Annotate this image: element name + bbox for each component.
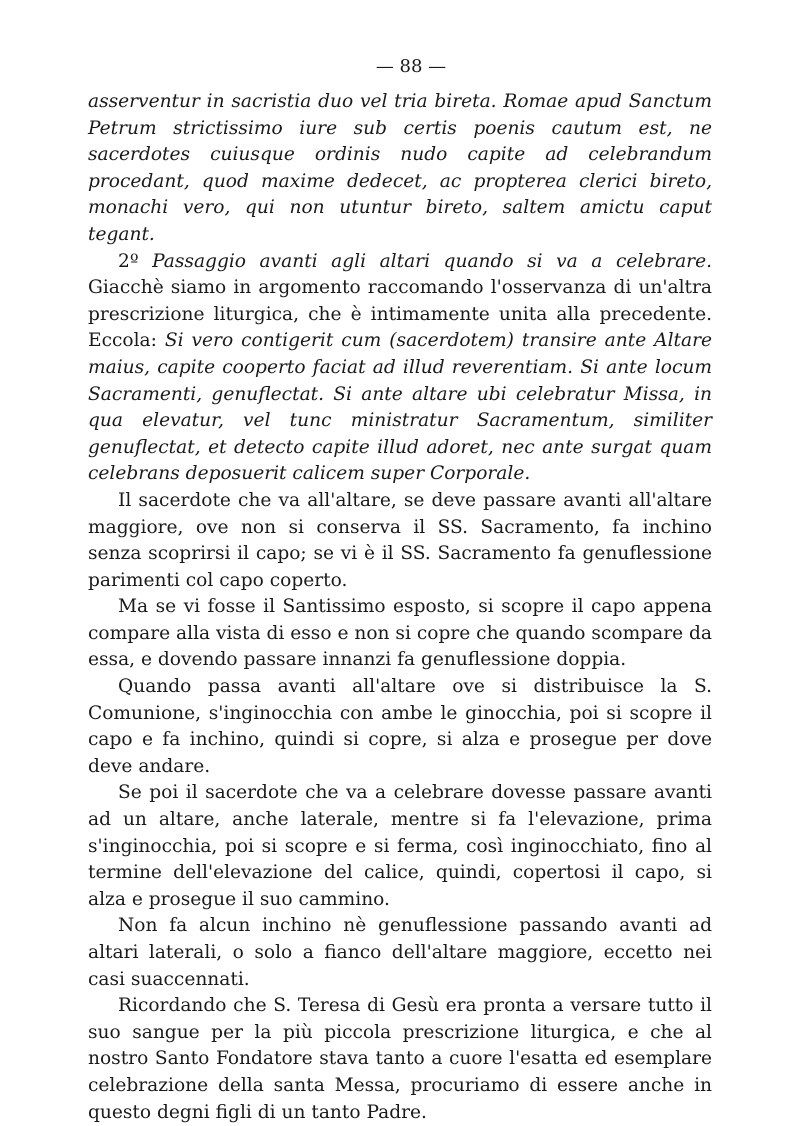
paragraph-altari-laterali: Non fa alcun inchino nè genuflessione passando avanti ad altari laterali, o solo a fianco dell'altare maggiore, eccetto nei casi suaccennati.	[88, 915, 712, 990]
latin-paragraph-continuation: asserventur in sacristia duo vel tria bireta. Romae apud Sanctum Petrum strictissimo iure sub certis poenis cautum est, ne sacerdotes cuiusque ordinis nudo capite ad celebrandum procedant, quod maxime dedecet, ac propterea clerici bireto, monachi vero, qui non utuntur bireto, saltem amictu caput tegant.	[88, 91, 712, 245]
section-heading: Passaggio avanti agli altari quando si va a celebrare.	[152, 250, 712, 272]
section-paragraph-2	[88, 249, 712, 488]
body-text	[88, 89, 712, 1126]
paragraph-santa-teresa: Ricordando che S. Teresa di Gesù era pronta a versare tutto il suo sangue per la più piccola prescrizione liturgica, e che al nostro Santo Fondatore stava tanto a cuore l'esatta ed esemplare celebrazione della santa Messa, procuriamo di essere anche in questo degni figli di un tanto Padre.	[88, 995, 712, 1123]
section-number: 2º	[118, 250, 139, 272]
section-intro-text: Giacchè siamo in argomento raccomando l'osservanza di un'altra prescrizione liturgica, che è intimamente unita alla precedente. Eccola:	[88, 277, 712, 352]
latin-quotation: Si vero contigerit cum (sacerdotem) transire ante Altare maius, capite cooperto faciat ad illud reverentiam. Si ante locum Sacramenti, genuflectat. Si ante altare ubi celebratur Missa, in qua elevatur, vel tunc ministratur Sacramentum, similiter genuflectat, et detecto capite illud adoret, nec ante surgat quam celebrans deposuerit calicem super Corporale.	[88, 330, 712, 485]
page	[88, 55, 712, 1123]
paragraph-elevazione: Se poi il sacerdote che va a celebrare dovesse passare avanti ad un altare, anche laterale, mentre si fa l'elevazione, prima s'inginocchia, poi si scopre e si ferma, così inginocchiato, fino al termine dell'elevazione del calice, quindi, copertosi il capo, si alza e prosegue il suo cammino.	[88, 782, 712, 910]
paragraph-altare-maggiore: Il sacerdote che va all'altare, se deve passare avanti all'altare maggiore, ove non si conserva il SS. Sacramento, fa inchino senza scoprirsi il capo; se vi è il SS. Sacramento fa genuflessione parimenti col capo coperto.	[88, 489, 712, 591]
paragraph-santissimo-esposto: Ma se vi fosse il Santissimo esposto, si scopre il capo appena compare alla vista di esso e non si copre che quando scompare da essa, e dovendo passare innanzi fa genuflessione doppia.	[88, 596, 712, 671]
paragraph-comunione: Quando passa avanti all'altare ove si distribuisce la S. Comunione, s'inginocchia con ambe le ginocchia, poi si scopre il capo e fa inchino, quindi si copre, si alza e prosegue per dove deve andare.	[88, 676, 712, 777]
page-number: — 88 —	[375, 56, 447, 77]
